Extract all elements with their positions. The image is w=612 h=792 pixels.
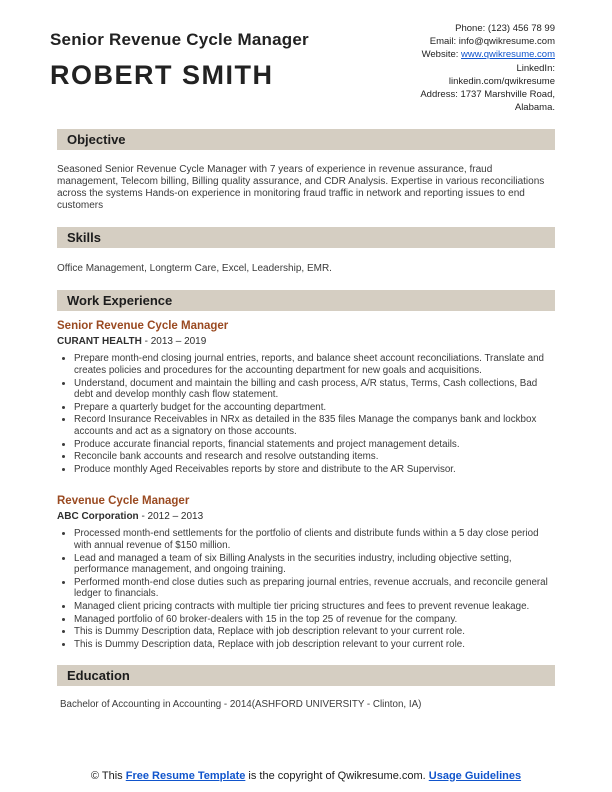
bullet-item: • Produce monthly Aged Receivables reports by store and distribute to the AR Supervisor. [74, 464, 555, 476]
contact-email: Email: info@qwikresume.com [429, 36, 555, 48]
header-identity [50, 22, 309, 114]
skills-text: Office Management, Longterm Care, Excel, Leadership, EMR. [57, 263, 332, 275]
education-text: Bachelor of Accounting in Accounting - 2014(ASHFORD UNIVERSITY - Clinton, IA) [60, 699, 422, 711]
contact-linkedin-value: linkedin.com/qwikresume [448, 75, 555, 87]
job-company: ABC Corporation [57, 511, 139, 523]
section-heading-work-experience: Work Experience [57, 290, 555, 311]
footer-guidelines-link[interactable]: Usage Guidelines [428, 769, 522, 782]
contact-website [420, 48, 555, 61]
contact-phone: Phone: (123) 456 78 99 [455, 23, 555, 34]
contact-address-line2: Alabama. [514, 102, 555, 114]
bullet-item: • Prepare a quarterly budget for the accounting department. [74, 402, 555, 414]
bullet-item: • Prepare month-end closing journal entries, reports, and balance sheet account reconciliations. Translate and creates policies and procedures for the accounting department for new goals and acquisitions. [74, 353, 555, 376]
website-label: Website: [421, 49, 462, 61]
job-entry [57, 495, 555, 650]
footer-copyright [81, 769, 531, 784]
job-title: Senior Revenue Cycle Manager [57, 320, 229, 333]
section-heading-skills: Skills [57, 227, 555, 248]
section-heading-education: Education [57, 665, 555, 686]
bullet-item: • Processed month-end settlements for the portfolio of clients and distribute funds within a 5 day close period with annual revenue of $150 million. [74, 528, 555, 551]
footer-free-template-link[interactable]: Free Resume Template [125, 769, 246, 782]
section-heading-objective: Objective [57, 129, 555, 150]
bullet-item: • Managed portfolio of 60 broker-dealers with 15 in the top 25 of revenue for the company. [74, 614, 555, 626]
bullet-item: • This is Dummy Description data, Replace with job description relevant to your current role. [74, 626, 555, 638]
footer-middle: is the copyright of Qwikresume.com. [245, 769, 429, 782]
job-meta [57, 336, 555, 347]
bullet-item: • Record Insurance Receivables in NRx as detailed in the 835 files Manage the companys bank and lockbox accounts and act as a signatory on those accounts. [74, 414, 555, 437]
job-period: - 2013 – 2019 [141, 336, 207, 348]
contact-linkedin-label: LinkedIn: [516, 62, 555, 74]
job-bullets [57, 353, 555, 475]
job-entry [57, 320, 555, 475]
resume-header [50, 22, 555, 114]
bullet-item: • Understand, document and maintain the billing and cash process, A/R status, Terms, Cash collections, Bad debt and develop monthly cash flow statement. [74, 378, 555, 401]
job-period: - 2012 – 2013 [138, 511, 204, 523]
bullet-item: • Reconcile bank accounts and research and resolve outstanding items. [74, 451, 555, 463]
website-link[interactable]: www.qwikresume.com [461, 49, 555, 61]
objective-text: Seasoned Senior Revenue Cycle Manager with 7 years of experience in revenue assurance, fraud management, Telecom billing, Billing quality assurance, and CDR Analysis. Expertise in various reconciliations across the systems Hands-on experience in monitoring fraud traffic in network and reporting issues to end customers [57, 164, 545, 212]
contact-block [420, 22, 555, 114]
bullet-item: • This is Dummy Description data, Replace with job description relevant to your current role. [74, 639, 555, 651]
job-bullets [57, 528, 555, 650]
header-job-title: Senior Revenue Cycle Manager [50, 30, 309, 49]
job-company: CURANT HEALTH [57, 336, 142, 348]
bullet-item: • Lead and managed a team of six Billing Analysts in the securities industry, including objective setting, performance management, and ongoing training. [74, 553, 555, 576]
candidate-name: ROBERT SMITH [50, 60, 274, 90]
bullet-item: • Managed client pricing contracts with multiple tier pricing structures and fees to prevent revenue leakage. [74, 601, 555, 613]
bullet-item: • Performed month-end close duties such as preparing journal entries, revenue accruals, and reconcile general ledger to financials. [74, 577, 555, 600]
job-meta [57, 511, 555, 522]
job-title: Revenue Cycle Manager [57, 495, 190, 508]
bullet-item: • Produce accurate financial reports, financial statements and project management details. [74, 439, 555, 451]
jobs-container [50, 320, 555, 650]
footer-prefix: © This [90, 769, 126, 782]
contact-address-line1: Address: 1737 Marshville Road, [420, 89, 555, 101]
